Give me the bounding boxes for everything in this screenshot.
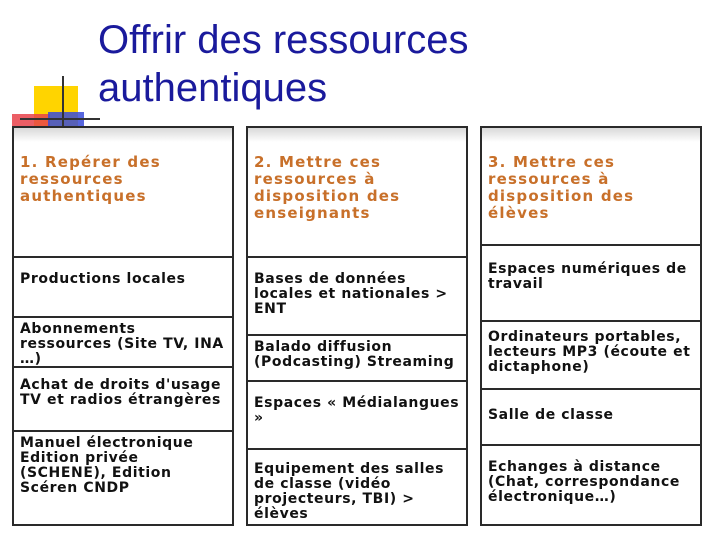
slide-title: [98, 16, 698, 112]
column-item: Salle de classe: [482, 388, 700, 446]
column-item: Echanges à distance (Chat, correspondance électronique…): [482, 444, 700, 528]
column-item: Productions locales: [14, 256, 232, 318]
slide-title-line2: authentiques: [98, 66, 328, 110]
column-item: Espaces numériques de travail: [482, 244, 700, 322]
decor-horizontal-line: [20, 118, 100, 120]
column-3: [480, 126, 702, 526]
column-2: [246, 126, 468, 526]
column-header: 2. Mettre ces ressources à disposition des enseignants: [248, 128, 466, 256]
column-item: Ordinateurs portables, lecteurs MP3 (écoute et dictaphone): [482, 320, 700, 390]
column-item: Manuel électronique Edition privée (SCHENE), Edition Scéren CNDP: [14, 430, 232, 528]
column-item: Balado diffusion (Podcasting) Streaming: [248, 334, 466, 382]
column-item: Bases de données locales et nationales > ENT: [248, 256, 466, 336]
column-item: Abonnements ressources (Site TV, INA …): [14, 316, 232, 368]
column-header: 3. Mettre ces ressources à disposition des élèves: [482, 128, 700, 244]
column-header: 1. Repérer des ressources authentiques: [14, 128, 232, 256]
slide-title-line1: Offrir des ressources: [98, 18, 469, 62]
column-item: Equipement des salles de classe (vidéo projecteurs, TBI) > élèves: [248, 448, 466, 528]
column-1: [12, 126, 234, 526]
column-item: Achat de droits d'usage TV et radios étrangères: [14, 366, 232, 432]
column-item: Espaces « Médialangues »: [248, 380, 466, 450]
